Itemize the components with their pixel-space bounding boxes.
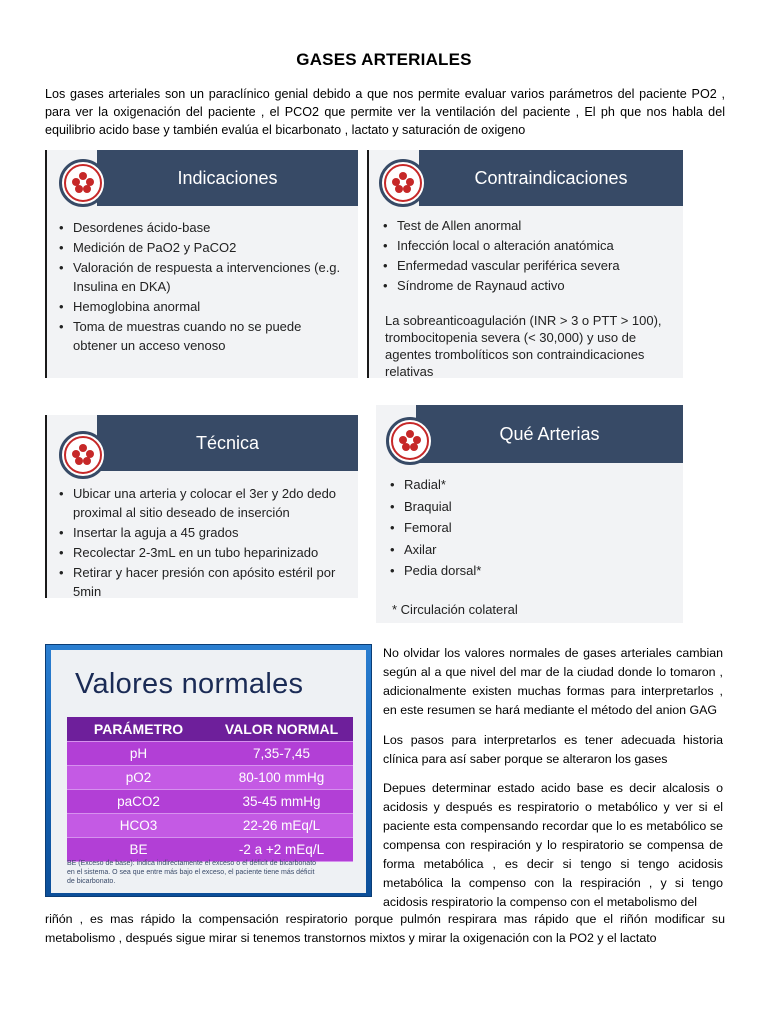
table-cell: pO2	[125, 770, 152, 785]
table-cell: paCO2	[117, 794, 160, 809]
indicaciones-card	[45, 150, 358, 378]
table-cell: BE	[129, 842, 148, 857]
arterias-header	[416, 405, 683, 463]
paragraph-altitude: No olvidar los valores normales de gases arteriales cambian según al a que nivel del mar de la ciudad donde lo tomaron , adicionalmente existen muchas formas para interpretarlos , en este resumen se hará mediante el método del anion GAG	[383, 646, 723, 717]
list-item: • Infección local o alteración anatómica	[383, 236, 675, 255]
tecnica-list	[59, 484, 351, 602]
list-item: • Desordenes ácido-base	[59, 218, 349, 237]
contraindicaciones-list	[383, 216, 675, 296]
intro-paragraph: Los gases arteriales son un paraclínico genial debido a que nos permite evaluar varios parámetros del paciente PO2 , para ver la oxigenación del paciente , el PCO2 que permite ver la ventilación del paciente , El ph que nos habla del equilibrio acido base y también evalúa el bicarbonato , lactato y saturación de oxigeno	[45, 87, 725, 137]
valores-table	[67, 717, 353, 862]
arterias-heading: Qué Arterias	[499, 423, 600, 444]
table-cell: 35-45 mmHg	[242, 794, 321, 809]
list-item: • Test de Allen anormal	[383, 216, 675, 235]
list-item: • Retirar y hacer presión con apósito estéril por 5min	[59, 563, 351, 601]
list-item: • Insertar la aguja a 45 grados	[59, 523, 351, 542]
flower-seal-icon	[379, 159, 427, 207]
arterias-note: * Circulación colateral	[392, 602, 518, 617]
paragraph-steps: Los pasos para interpretarlos es tener adecuada historia clínica para así saber porque se alteraron los gases	[383, 733, 723, 766]
card-divider	[367, 150, 369, 378]
contraindicaciones-heading: Contraindicaciones	[474, 167, 628, 188]
list-item: • Enfermedad vascular periférica severa	[383, 256, 675, 275]
column-header: VALOR NORMAL	[224, 721, 339, 737]
list-item: • Recolectar 2-3mL en un tubo heparinizado	[59, 543, 351, 562]
list-item: • Valoración de respuesta a intervenciones (e.g. Insulina en DKA)	[59, 258, 349, 296]
flower-seal-icon	[59, 159, 107, 207]
flower-seal-icon	[59, 431, 107, 479]
table-row	[67, 790, 353, 814]
flower-seal-icon	[386, 417, 434, 465]
contraindicaciones-header	[419, 150, 683, 206]
arterias-card	[376, 405, 683, 623]
indicaciones-list	[59, 218, 349, 356]
contraindicaciones-note: La sobreanticoagulación (INR > 3 o PTT > 100), trombocitopenia severa (< 30,000) y uso de agentes trombolíticos son contraindicaciones relativas	[385, 313, 662, 379]
table-cell: HCO3	[119, 818, 158, 833]
valores-panel	[51, 650, 366, 893]
card-divider	[45, 150, 47, 378]
tecnica-card	[45, 415, 358, 598]
tecnica-heading: Técnica	[195, 432, 260, 453]
list-item: • Medición de PaO2 y PaCO2	[59, 238, 349, 257]
list-item: • Pedia dorsal*	[390, 561, 670, 582]
valores-normales-slide	[45, 644, 372, 897]
table-row	[67, 742, 353, 766]
list-item: • Hemoglobina anormal	[59, 297, 349, 316]
card-divider	[45, 415, 47, 598]
table-cell: 7,35-7,45	[252, 746, 311, 761]
valores-footnote: BE (Exceso de base): indica indirectamente el exceso o el déficit de bicarbonato en el sistema. O sea que entre más bajo el exceso, el paciente tiene más déficit de bicarbonato.	[67, 860, 317, 885]
paragraph-continuation: riñón , es mas rápido la compensación respiratorio porque pulmón respirara mas rápido que el riñón modificar su metabolismo , después sigue mirar si tenemos transtornos mixtos y mirar la oxigenación con la PO2 y el lactato	[45, 912, 725, 945]
column-header: PARÁMETRO	[93, 721, 184, 737]
tecnica-header	[97, 415, 358, 471]
paragraph-acid-base: Depues determinar estado acido base es decir alcalosis o acidosis y después es respiratorio o metabólico y ver si el paciente esta compensando recordar que lo es metabólico se compensa con respiración y lo respiratorio se compensa de forma metabólica , es decir si tengo si tengo acidosis metabólica la compenso con la respiración , y si tengo acidosis respiratorio la compenso con el metabolismo del	[383, 781, 723, 909]
contraindicaciones-card	[367, 150, 683, 378]
document-title: GASES ARTERIALES	[296, 50, 472, 69]
table-cell: -2 a +2 mEq/L	[238, 842, 325, 857]
table-cell: 22-26 mEq/L	[242, 818, 321, 833]
list-item: • Toma de muestras cuando no se puede obtener un acceso venoso	[59, 317, 349, 355]
table-cell: 80-100 mmHg	[238, 770, 325, 785]
table-row	[67, 766, 353, 790]
list-item: • Femoral	[390, 518, 670, 539]
valores-title: Valores normales	[75, 668, 304, 700]
table-row	[67, 814, 353, 838]
list-item: • Radial*	[390, 475, 670, 496]
table-header-row	[67, 717, 353, 742]
list-item: • Braquial	[390, 497, 670, 518]
arterias-list	[390, 475, 670, 583]
indicaciones-header	[97, 150, 358, 206]
indicaciones-heading: Indicaciones	[177, 167, 278, 188]
list-item: • Axilar	[390, 540, 670, 561]
table-cell: pH	[129, 746, 148, 761]
list-item: • Ubicar una arteria y colocar el 3er y 2do dedo proximal al sitio deseado de inserción	[59, 484, 351, 522]
list-item: • Síndrome de Raynaud activo	[383, 276, 675, 295]
